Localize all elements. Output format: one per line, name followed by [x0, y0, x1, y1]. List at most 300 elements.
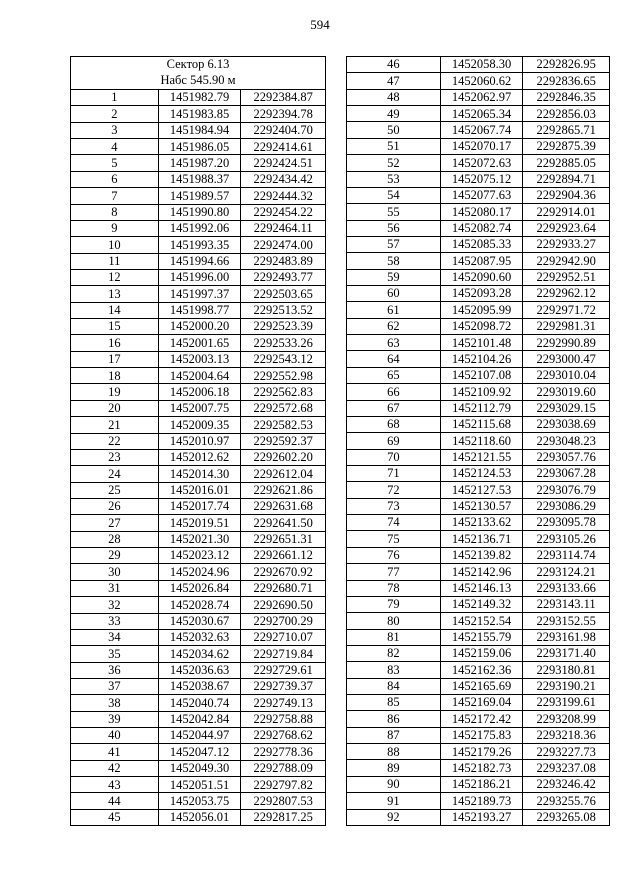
- y-coordinate-cell: 2293095.78: [523, 515, 610, 531]
- coordinates-table-right: [346, 56, 610, 826]
- x-coordinate-cell: 1452162.36: [440, 662, 523, 678]
- table-row: [347, 400, 610, 416]
- y-coordinate-cell: 2293057.76: [523, 449, 610, 465]
- y-coordinate-cell: 2292523.39: [241, 319, 326, 335]
- y-coordinate-cell: 2292865.71: [523, 122, 610, 138]
- table-row: [71, 433, 326, 449]
- y-coordinate-cell: 2292885.05: [523, 155, 610, 171]
- point-number-cell: 66: [347, 384, 441, 400]
- y-coordinate-cell: 2293067.28: [523, 465, 610, 481]
- x-coordinate-cell: 1451984.94: [158, 122, 241, 138]
- table-row: [347, 613, 610, 629]
- table-row: [347, 629, 610, 645]
- y-coordinate-cell: 2293190.21: [523, 678, 610, 694]
- y-coordinate-cell: 2292483.89: [241, 253, 326, 269]
- table-row: [347, 645, 610, 661]
- y-coordinate-cell: 2292758.88: [241, 711, 326, 727]
- point-number-cell: 27: [71, 515, 159, 531]
- point-number-cell: 61: [347, 302, 441, 318]
- table-row: [347, 73, 610, 89]
- point-number-cell: 59: [347, 269, 441, 285]
- y-coordinate-cell: 2292493.77: [241, 269, 326, 285]
- point-number-cell: 64: [347, 351, 441, 367]
- x-coordinate-cell: 1452051.51: [158, 777, 241, 793]
- y-coordinate-cell: 2292562.83: [241, 384, 326, 400]
- x-coordinate-cell: 1452004.64: [158, 368, 241, 384]
- y-coordinate-cell: 2293152.55: [523, 613, 610, 629]
- table-row: [71, 662, 326, 678]
- x-coordinate-cell: 1452179.26: [440, 744, 523, 760]
- x-coordinate-cell: 1452165.69: [440, 678, 523, 694]
- point-number-cell: 67: [347, 400, 441, 416]
- table-row: [71, 613, 326, 629]
- y-coordinate-cell: 2292404.70: [241, 122, 326, 138]
- point-number-cell: 91: [347, 793, 441, 809]
- x-coordinate-cell: 1452047.12: [158, 744, 241, 760]
- table-row: [71, 171, 326, 187]
- point-number-cell: 70: [347, 449, 441, 465]
- point-number-cell: 30: [71, 564, 159, 580]
- x-coordinate-cell: 1452082.74: [440, 220, 523, 236]
- y-coordinate-cell: 2292981.31: [523, 318, 610, 334]
- point-number-cell: 19: [71, 384, 159, 400]
- table-row: [71, 122, 326, 138]
- point-number-cell: 54: [347, 187, 441, 203]
- x-coordinate-cell: 1452026.84: [158, 580, 241, 596]
- table-row: [71, 548, 326, 564]
- table-row: [71, 253, 326, 269]
- x-coordinate-cell: 1451986.05: [158, 139, 241, 155]
- x-coordinate-cell: 1452172.42: [440, 711, 523, 727]
- point-number-cell: 40: [71, 728, 159, 744]
- point-number-cell: 55: [347, 204, 441, 220]
- x-coordinate-cell: 1452024.96: [158, 564, 241, 580]
- point-number-cell: 1: [71, 90, 159, 106]
- table-row: [71, 711, 326, 727]
- y-coordinate-cell: 2292641.50: [241, 515, 326, 531]
- table-row: [347, 793, 610, 809]
- y-coordinate-cell: 2293124.21: [523, 564, 610, 580]
- table-row: [347, 204, 610, 220]
- table-row: [71, 515, 326, 531]
- point-number-cell: 48: [347, 89, 441, 105]
- table-row: [71, 498, 326, 514]
- point-number-cell: 65: [347, 367, 441, 383]
- table-row: [347, 269, 610, 285]
- x-coordinate-cell: 1452130.57: [440, 498, 523, 514]
- x-coordinate-cell: 1452036.63: [158, 662, 241, 678]
- y-coordinate-cell: 2292602.20: [241, 449, 326, 465]
- y-coordinate-cell: 2292394.78: [241, 106, 326, 122]
- point-number-cell: 80: [347, 613, 441, 629]
- point-number-cell: 25: [71, 482, 159, 498]
- x-coordinate-cell: 1452077.63: [440, 187, 523, 203]
- point-number-cell: 15: [71, 319, 159, 335]
- table-row: [71, 286, 326, 302]
- y-coordinate-cell: 2292454.22: [241, 204, 326, 220]
- table-row: [347, 138, 610, 154]
- y-coordinate-cell: 2293086.29: [523, 498, 610, 514]
- table-row: [71, 237, 326, 253]
- point-number-cell: 38: [71, 695, 159, 711]
- point-number-cell: 79: [347, 596, 441, 612]
- y-coordinate-cell: 2292631.68: [241, 498, 326, 514]
- x-coordinate-cell: 1452090.60: [440, 269, 523, 285]
- table-row: [71, 531, 326, 547]
- x-coordinate-cell: 1452072.63: [440, 155, 523, 171]
- x-coordinate-cell: 1452124.53: [440, 465, 523, 481]
- table-row: [347, 384, 610, 400]
- y-coordinate-cell: 2293133.66: [523, 580, 610, 596]
- x-coordinate-cell: 1451997.37: [158, 286, 241, 302]
- y-coordinate-cell: 2292904.36: [523, 187, 610, 203]
- point-number-cell: 23: [71, 449, 159, 465]
- point-number-cell: 78: [347, 580, 441, 596]
- point-number-cell: 89: [347, 760, 441, 776]
- table-row: [347, 286, 610, 302]
- y-coordinate-cell: 2293114.74: [523, 547, 610, 563]
- point-number-cell: 21: [71, 417, 159, 433]
- x-coordinate-cell: 1452169.04: [440, 695, 523, 711]
- table-row: [71, 760, 326, 776]
- x-coordinate-cell: 1452139.82: [440, 547, 523, 563]
- x-coordinate-cell: 1452034.62: [158, 646, 241, 662]
- table-row: [71, 597, 326, 613]
- point-number-cell: 47: [347, 73, 441, 89]
- x-coordinate-cell: 1452104.26: [440, 351, 523, 367]
- table-row: [71, 744, 326, 760]
- table-row: [347, 106, 610, 122]
- sector-title: Сектор 6.13: [166, 57, 230, 72]
- table-row: [347, 416, 610, 432]
- y-coordinate-cell: 2292621.86: [241, 482, 326, 498]
- y-coordinate-cell: 2292749.13: [241, 695, 326, 711]
- table-row: [71, 646, 326, 662]
- x-coordinate-cell: 1452009.35: [158, 417, 241, 433]
- table-row: [71, 678, 326, 694]
- x-coordinate-cell: 1452067.74: [440, 122, 523, 138]
- x-coordinate-cell: 1452032.63: [158, 629, 241, 645]
- x-coordinate-cell: 1452175.83: [440, 727, 523, 743]
- x-coordinate-cell: 1452127.53: [440, 482, 523, 498]
- point-number-cell: 6: [71, 171, 159, 187]
- x-coordinate-cell: 1452019.51: [158, 515, 241, 531]
- x-coordinate-cell: 1452028.74: [158, 597, 241, 613]
- y-coordinate-cell: 2293171.40: [523, 645, 610, 661]
- table-row: [347, 580, 610, 596]
- point-number-cell: 53: [347, 171, 441, 187]
- table-row: [71, 106, 326, 122]
- point-number-cell: 57: [347, 236, 441, 252]
- table-row: [71, 793, 326, 809]
- point-number-cell: 5: [71, 155, 159, 171]
- x-coordinate-cell: 1452070.17: [440, 138, 523, 154]
- x-coordinate-cell: 1451989.57: [158, 188, 241, 204]
- table-row: [71, 319, 326, 335]
- x-coordinate-cell: 1452118.60: [440, 433, 523, 449]
- table-row: [347, 367, 610, 383]
- y-coordinate-cell: 2292612.04: [241, 466, 326, 482]
- point-number-cell: 73: [347, 498, 441, 514]
- y-coordinate-cell: 2293076.79: [523, 482, 610, 498]
- y-coordinate-cell: 2293029.15: [523, 400, 610, 416]
- x-coordinate-cell: 1452133.62: [440, 515, 523, 531]
- point-number-cell: 49: [347, 106, 441, 122]
- x-coordinate-cell: 1452012.62: [158, 449, 241, 465]
- x-coordinate-cell: 1451982.79: [158, 90, 241, 106]
- table-row: [347, 695, 610, 711]
- point-number-cell: 88: [347, 744, 441, 760]
- x-coordinate-cell: 1452107.08: [440, 367, 523, 383]
- y-coordinate-cell: 2292962.12: [523, 286, 610, 302]
- table-row: [347, 711, 610, 727]
- point-number-cell: 18: [71, 368, 159, 384]
- point-number-cell: 36: [71, 662, 159, 678]
- table-row: [71, 204, 326, 220]
- x-coordinate-cell: 1451992.06: [158, 220, 241, 236]
- x-coordinate-cell: 1452010.97: [158, 433, 241, 449]
- point-number-cell: 50: [347, 122, 441, 138]
- x-coordinate-cell: 1452040.74: [158, 695, 241, 711]
- point-number-cell: 2: [71, 106, 159, 122]
- point-number-cell: 71: [347, 465, 441, 481]
- point-number-cell: 4: [71, 139, 159, 155]
- x-coordinate-cell: 1452030.67: [158, 613, 241, 629]
- x-coordinate-cell: 1452044.97: [158, 728, 241, 744]
- page-number: 594: [310, 17, 330, 32]
- table-row: [71, 220, 326, 236]
- y-coordinate-cell: 2293019.60: [523, 384, 610, 400]
- point-number-cell: 12: [71, 269, 159, 285]
- table-row: [71, 400, 326, 416]
- x-coordinate-cell: 1452109.92: [440, 384, 523, 400]
- table-row: [71, 368, 326, 384]
- x-coordinate-cell: 1452016.01: [158, 482, 241, 498]
- y-coordinate-cell: 2292894.71: [523, 171, 610, 187]
- y-coordinate-cell: 2293255.76: [523, 793, 610, 809]
- point-number-cell: 86: [347, 711, 441, 727]
- y-coordinate-cell: 2292582.53: [241, 417, 326, 433]
- y-coordinate-cell: 2292572.68: [241, 400, 326, 416]
- x-coordinate-cell: 1452085.33: [440, 236, 523, 252]
- table-row: [71, 695, 326, 711]
- y-coordinate-cell: 2293265.08: [523, 809, 610, 825]
- point-number-cell: 43: [71, 777, 159, 793]
- point-number-cell: 10: [71, 237, 159, 253]
- x-coordinate-cell: 1452146.13: [440, 580, 523, 596]
- table-row: [347, 547, 610, 563]
- table-header-row: [71, 57, 326, 90]
- x-coordinate-cell: 1452038.67: [158, 678, 241, 694]
- y-coordinate-cell: 2292592.37: [241, 433, 326, 449]
- x-coordinate-cell: 1452093.28: [440, 286, 523, 302]
- point-number-cell: 39: [71, 711, 159, 727]
- y-coordinate-cell: 2292778.36: [241, 744, 326, 760]
- point-number-cell: 62: [347, 318, 441, 334]
- table-row: [347, 776, 610, 792]
- x-coordinate-cell: 1452136.71: [440, 531, 523, 547]
- point-number-cell: 7: [71, 188, 159, 204]
- x-coordinate-cell: 1452121.55: [440, 449, 523, 465]
- y-coordinate-cell: 2293105.26: [523, 531, 610, 547]
- table-row: [347, 318, 610, 334]
- point-number-cell: 85: [347, 695, 441, 711]
- point-number-cell: 37: [71, 678, 159, 694]
- x-coordinate-cell: 1452023.12: [158, 548, 241, 564]
- x-coordinate-cell: 1452017.74: [158, 498, 241, 514]
- y-coordinate-cell: 2292826.95: [523, 57, 610, 73]
- table-row: [347, 351, 610, 367]
- point-number-cell: 44: [71, 793, 159, 809]
- point-number-cell: 16: [71, 335, 159, 351]
- y-coordinate-cell: 2292661.12: [241, 548, 326, 564]
- point-number-cell: 14: [71, 302, 159, 318]
- point-number-cell: 52: [347, 155, 441, 171]
- y-coordinate-cell: 2292846.35: [523, 89, 610, 105]
- x-coordinate-cell: 1452182.73: [440, 760, 523, 776]
- x-coordinate-cell: 1452003.13: [158, 351, 241, 367]
- x-coordinate-cell: 1452001.65: [158, 335, 241, 351]
- point-number-cell: 8: [71, 204, 159, 220]
- x-coordinate-cell: 1452193.27: [440, 809, 523, 825]
- point-number-cell: 84: [347, 678, 441, 694]
- sector-elevation: Набс 545.90 м: [160, 73, 236, 87]
- point-number-cell: 3: [71, 122, 159, 138]
- x-coordinate-cell: 1451996.00: [158, 269, 241, 285]
- y-coordinate-cell: 2292680.71: [241, 580, 326, 596]
- point-number-cell: 20: [71, 400, 159, 416]
- point-number-cell: 45: [71, 809, 159, 825]
- y-coordinate-cell: 2292552.98: [241, 368, 326, 384]
- x-coordinate-cell: 1452098.72: [440, 318, 523, 334]
- table-row: [347, 678, 610, 694]
- x-coordinate-cell: 1451990.80: [158, 204, 241, 220]
- table-row: [71, 777, 326, 793]
- y-coordinate-cell: 2292875.39: [523, 138, 610, 154]
- table-row: [347, 253, 610, 269]
- table-row: [347, 335, 610, 351]
- table-row: [347, 531, 610, 547]
- table-row: [71, 335, 326, 351]
- point-number-cell: 34: [71, 629, 159, 645]
- table-row: [71, 449, 326, 465]
- y-coordinate-cell: 2292933.27: [523, 236, 610, 252]
- x-coordinate-cell: 1452000.20: [158, 319, 241, 335]
- y-coordinate-cell: 2293048.23: [523, 433, 610, 449]
- y-coordinate-cell: 2292513.52: [241, 302, 326, 318]
- point-number-cell: 90: [347, 776, 441, 792]
- x-coordinate-cell: 1452053.75: [158, 793, 241, 809]
- table-row: [71, 564, 326, 580]
- x-coordinate-cell: 1452060.62: [440, 73, 523, 89]
- y-coordinate-cell: 2292817.25: [241, 809, 326, 825]
- y-coordinate-cell: 2292836.65: [523, 73, 610, 89]
- y-coordinate-cell: 2292533.26: [241, 335, 326, 351]
- table-row: [71, 809, 326, 825]
- point-number-cell: 75: [347, 531, 441, 547]
- x-coordinate-cell: 1452065.34: [440, 106, 523, 122]
- y-coordinate-cell: 2293199.61: [523, 695, 610, 711]
- x-coordinate-cell: 1452152.54: [440, 613, 523, 629]
- y-coordinate-cell: 2292729.61: [241, 662, 326, 678]
- point-number-cell: 33: [71, 613, 159, 629]
- x-coordinate-cell: 1452006.18: [158, 384, 241, 400]
- y-coordinate-cell: 2292856.03: [523, 106, 610, 122]
- point-number-cell: 56: [347, 220, 441, 236]
- y-coordinate-cell: 2292990.89: [523, 335, 610, 351]
- table-row: [347, 57, 610, 73]
- y-coordinate-cell: 2292690.50: [241, 597, 326, 613]
- x-coordinate-cell: 1452112.79: [440, 400, 523, 416]
- table-row: [347, 515, 610, 531]
- point-number-cell: 87: [347, 727, 441, 743]
- x-coordinate-cell: 1452007.75: [158, 400, 241, 416]
- x-coordinate-cell: 1451983.85: [158, 106, 241, 122]
- point-number-cell: 76: [347, 547, 441, 563]
- table-row: [347, 89, 610, 105]
- y-coordinate-cell: 2292952.51: [523, 269, 610, 285]
- y-coordinate-cell: 2292971.72: [523, 302, 610, 318]
- coordinates-table-left: [70, 56, 326, 826]
- point-number-cell: 13: [71, 286, 159, 302]
- point-number-cell: 11: [71, 253, 159, 269]
- table-row: [347, 187, 610, 203]
- x-coordinate-cell: 1452101.48: [440, 335, 523, 351]
- sector-header: [71, 57, 326, 90]
- x-coordinate-cell: 1452080.17: [440, 204, 523, 220]
- table-row: [347, 465, 610, 481]
- table-row: [71, 482, 326, 498]
- y-coordinate-cell: 2292384.87: [241, 90, 326, 106]
- x-coordinate-cell: 1451993.35: [158, 237, 241, 253]
- point-number-cell: 22: [71, 433, 159, 449]
- y-coordinate-cell: 2292651.31: [241, 531, 326, 547]
- y-coordinate-cell: 2292797.82: [241, 777, 326, 793]
- y-coordinate-cell: 2292807.53: [241, 793, 326, 809]
- y-coordinate-cell: 2293161.98: [523, 629, 610, 645]
- table-row: [347, 596, 610, 612]
- table-row: [347, 809, 610, 825]
- table-row: [347, 727, 610, 743]
- table-row: [71, 139, 326, 155]
- table-row: [71, 417, 326, 433]
- y-coordinate-cell: 2292923.64: [523, 220, 610, 236]
- table-row: [71, 90, 326, 106]
- point-number-cell: 68: [347, 416, 441, 432]
- point-number-cell: 41: [71, 744, 159, 760]
- point-number-cell: 51: [347, 138, 441, 154]
- x-coordinate-cell: 1452115.68: [440, 416, 523, 432]
- x-coordinate-cell: 1451988.37: [158, 171, 241, 187]
- table-row: [347, 171, 610, 187]
- table-row: [347, 760, 610, 776]
- point-number-cell: 69: [347, 433, 441, 449]
- y-coordinate-cell: 2292670.92: [241, 564, 326, 580]
- point-number-cell: 28: [71, 531, 159, 547]
- x-coordinate-cell: 1452087.95: [440, 253, 523, 269]
- point-number-cell: 46: [347, 57, 441, 73]
- table-row: [347, 449, 610, 465]
- table-row: [71, 302, 326, 318]
- point-number-cell: 83: [347, 662, 441, 678]
- x-coordinate-cell: 1452062.97: [440, 89, 523, 105]
- y-coordinate-cell: 2292424.51: [241, 155, 326, 171]
- y-coordinate-cell: 2293208.99: [523, 711, 610, 727]
- point-number-cell: 92: [347, 809, 441, 825]
- point-number-cell: 35: [71, 646, 159, 662]
- y-coordinate-cell: 2292474.00: [241, 237, 326, 253]
- table-row: [71, 580, 326, 596]
